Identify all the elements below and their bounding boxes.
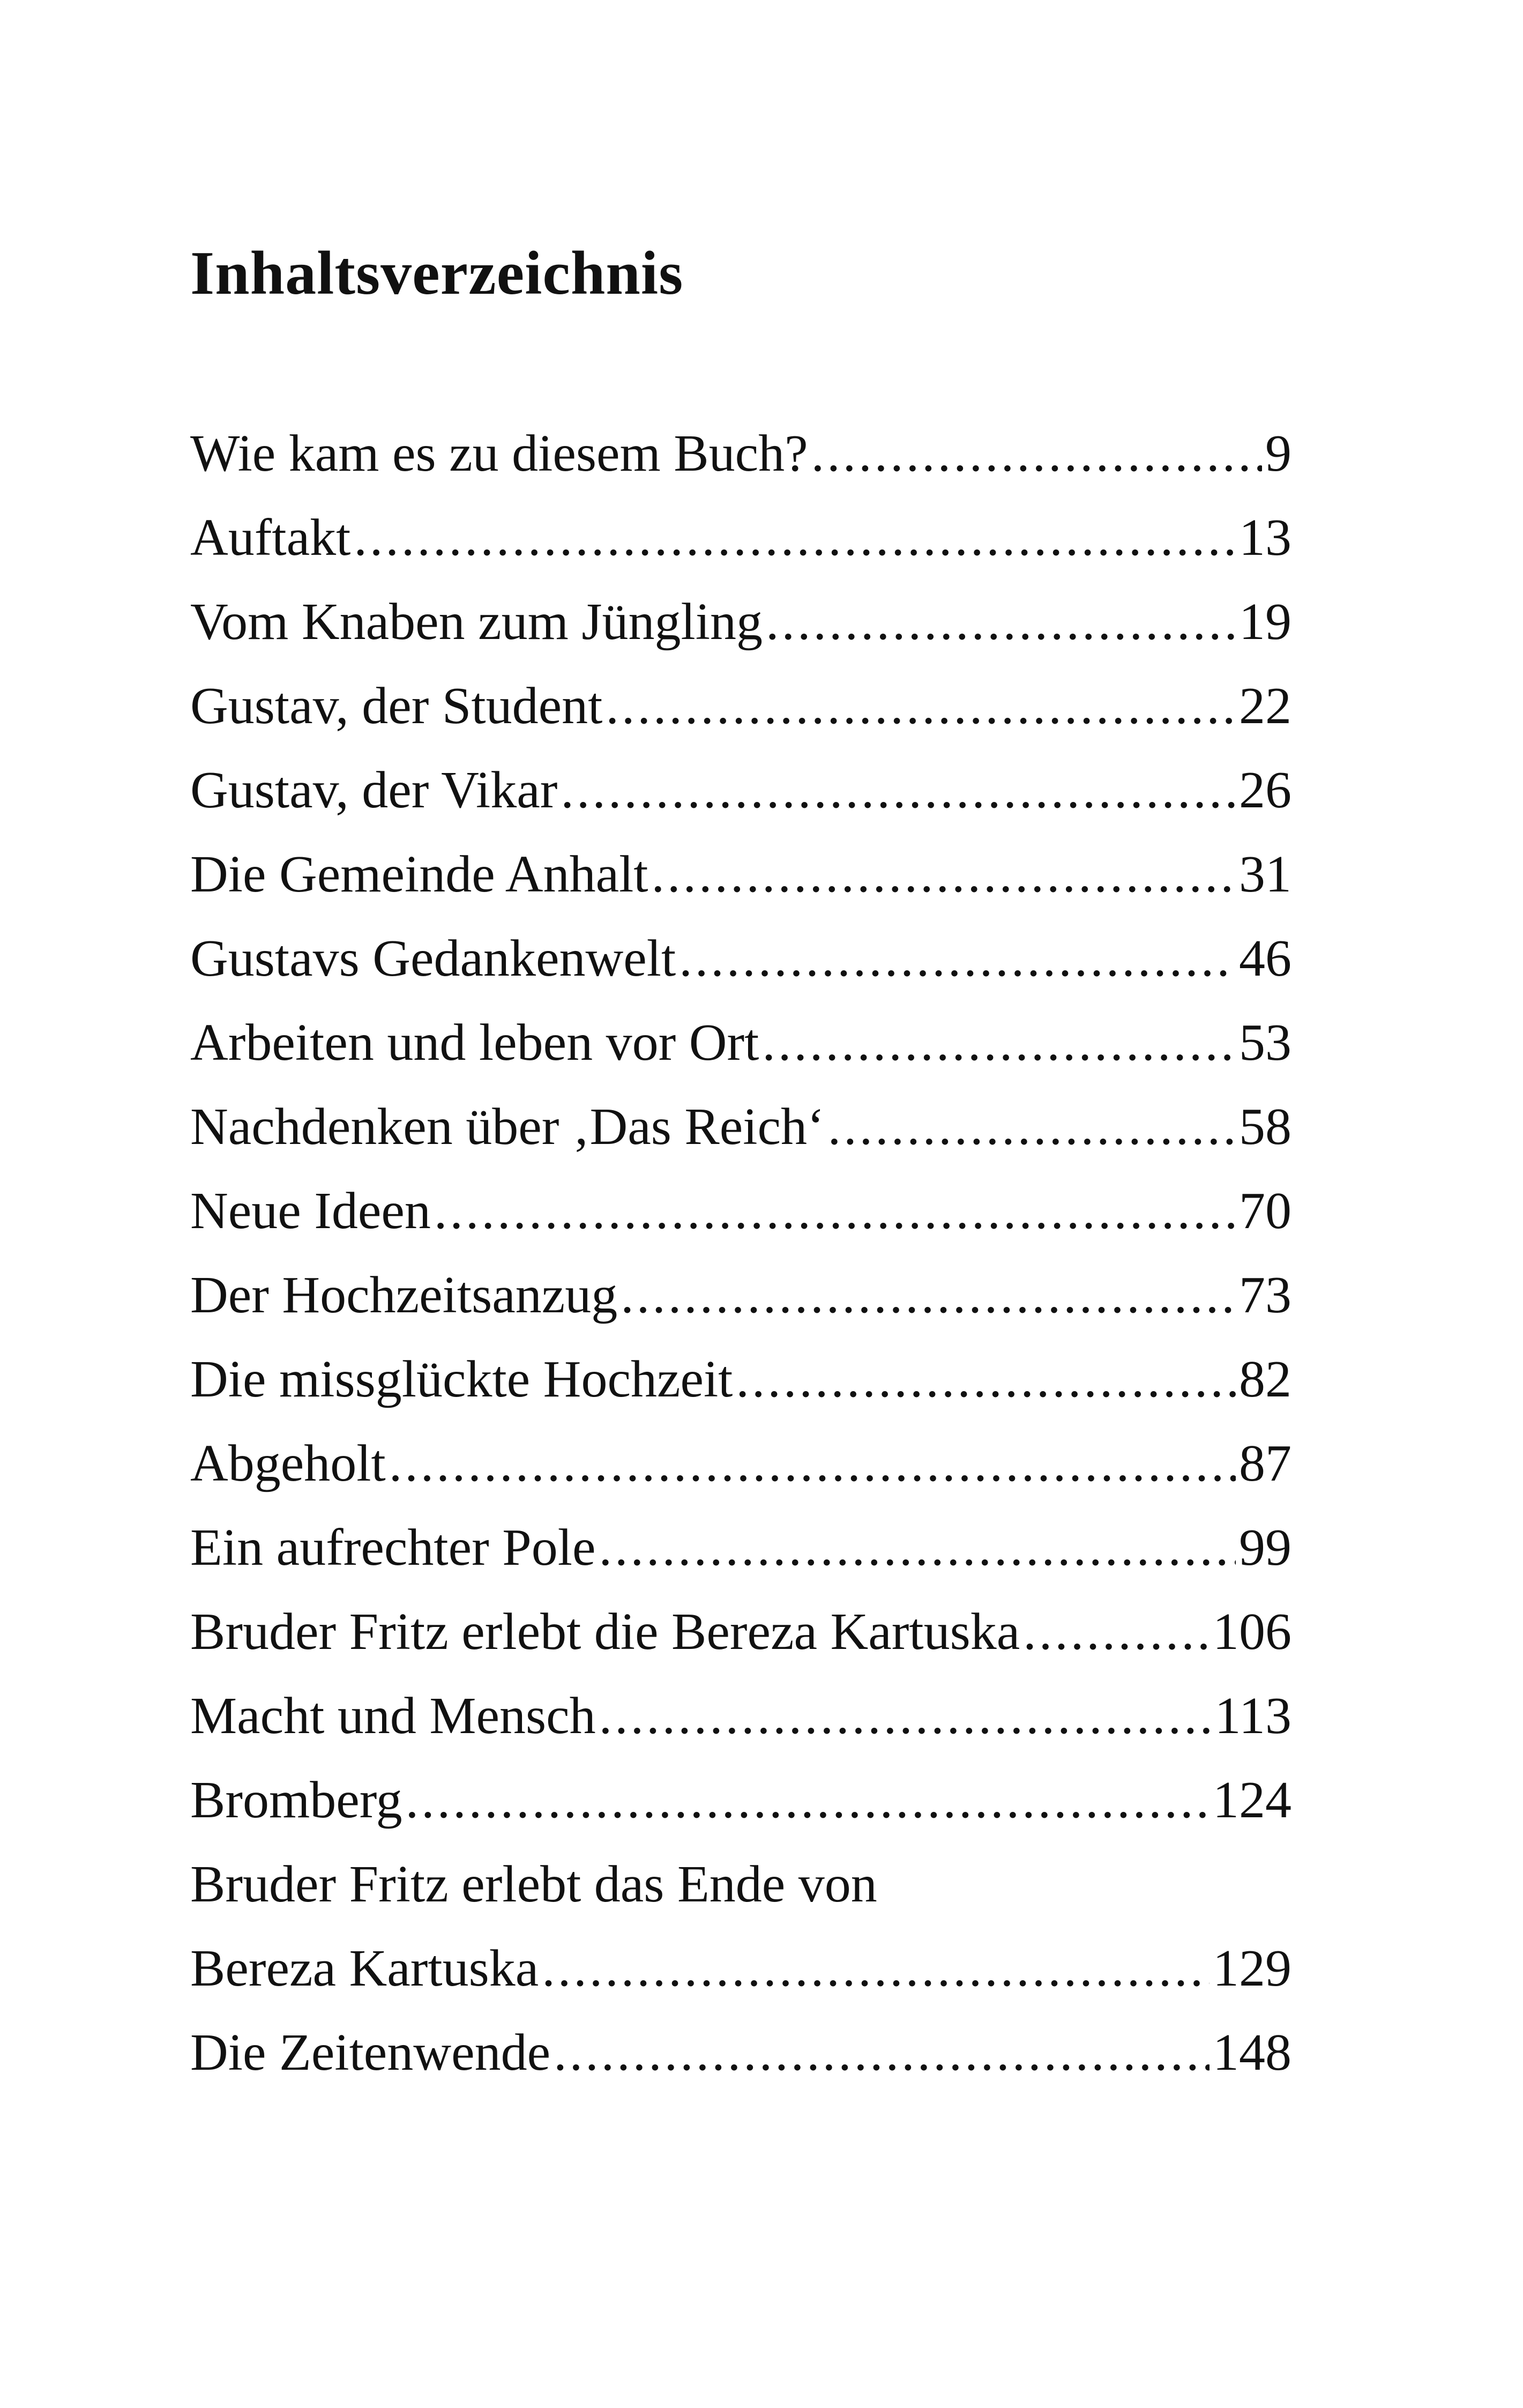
toc-entry-page: 148	[1213, 2024, 1291, 2082]
toc-entry	[190, 1013, 1291, 1097]
toc-entry-page: 19	[1239, 593, 1291, 651]
toc-entry-title: Bromberg	[190, 1771, 402, 1829]
toc-entry-title: Nachdenken über ‚Das Reich‘	[190, 1098, 825, 1156]
toc-entry	[190, 592, 1291, 676]
toc-entry-page: 87	[1239, 1435, 1291, 1492]
toc-entry-title: Ein aufrechter Pole	[190, 1519, 596, 1577]
toc-entry-page: 26	[1239, 761, 1291, 819]
dot-leader	[811, 423, 1262, 484]
toc-entry-title: Bruder Fritz erlebt die Bereza Kartuska	[190, 1603, 1020, 1661]
toc-entry-title: Abgeholt	[190, 1435, 386, 1492]
toc-entry	[190, 1349, 1291, 1433]
dot-leader	[828, 1097, 1236, 1157]
toc-entry-page: 53	[1239, 1014, 1291, 1072]
toc-list	[190, 423, 1291, 2107]
toc-entry	[190, 1602, 1291, 1686]
toc-entry	[190, 760, 1291, 844]
toc-entry-page: 99	[1239, 1519, 1291, 1577]
toc-entry-title: Wie kam es zu diesem Buch?	[190, 425, 808, 482]
toc-entry-title: Der Hochzeitsanzug	[190, 1266, 618, 1324]
toc-entry-title: Auftakt	[190, 509, 351, 567]
dot-leader	[621, 1265, 1236, 1325]
toc-entry	[190, 1097, 1291, 1181]
toc-entry	[190, 844, 1291, 928]
toc-entry-page: 13	[1239, 509, 1291, 567]
dot-leader	[1023, 1602, 1210, 1662]
toc-entry-page: 73	[1239, 1266, 1291, 1324]
toc-entry	[190, 928, 1291, 1013]
toc-entry-page: 9	[1265, 425, 1291, 482]
toc-entry-title-continued: Bereza Kartuska	[190, 1939, 539, 1997]
toc-entry-page: 22	[1239, 677, 1291, 735]
toc-entry	[190, 1770, 1291, 1854]
toc-entry-title: Neue Ideen	[190, 1182, 431, 1240]
toc-entry-page: 70	[1239, 1182, 1291, 1240]
toc-entry-title: Die Gemeinde Anhalt	[190, 845, 648, 903]
dot-leader	[354, 508, 1236, 568]
dot-leader	[652, 844, 1236, 904]
toc-entry-title: Gustavs Gedankenwelt	[190, 930, 676, 987]
dot-leader	[766, 592, 1236, 652]
toc-entry	[190, 1265, 1291, 1349]
dot-leader	[599, 1686, 1212, 1746]
toc-entry-page: 31	[1239, 845, 1291, 903]
toc-entry	[190, 2023, 1291, 2107]
toc-entry-page: 124	[1213, 1771, 1291, 1829]
dot-leader	[561, 760, 1236, 820]
dot-leader	[762, 1013, 1236, 1073]
toc-entry-page: 46	[1239, 930, 1291, 987]
toc-entry-title: Arbeiten und leben vor Ort	[190, 1014, 759, 1072]
toc-entry-page: 58	[1239, 1098, 1291, 1156]
toc-entry-title: Die Zeitenwende	[190, 2024, 551, 2082]
dot-leader	[599, 1518, 1236, 1578]
toc-entry	[190, 1854, 1291, 2023]
dot-leader	[406, 1770, 1210, 1830]
toc-entry-page: 129	[1213, 1939, 1291, 1997]
dot-leader	[389, 1433, 1236, 1493]
toc-entry	[190, 423, 1291, 508]
toc-entry-title: Gustav, der Vikar	[190, 761, 558, 819]
toc-heading: Inhaltsverzeichnis	[190, 239, 684, 308]
toc-entry-title: Macht und Mensch	[190, 1687, 596, 1745]
toc-entry	[190, 1686, 1291, 1770]
toc-entry-page: 113	[1214, 1687, 1291, 1745]
dot-leader	[679, 928, 1236, 989]
dot-leader	[554, 2023, 1210, 2083]
toc-entry	[190, 1433, 1291, 1518]
dot-leader	[434, 1181, 1236, 1241]
toc-entry	[190, 1181, 1291, 1265]
toc-entry-page: 106	[1213, 1603, 1291, 1661]
toc-entry	[190, 1518, 1291, 1602]
toc-entry-title: Vom Knaben zum Jüngling	[190, 593, 763, 651]
toc-entry-title: Gustav, der Student	[190, 677, 603, 735]
dot-leader	[736, 1349, 1236, 1409]
toc-entry	[190, 676, 1291, 760]
toc-entry-page: 82	[1239, 1350, 1291, 1408]
toc-entry	[190, 508, 1291, 592]
dot-leader	[542, 1938, 1210, 1998]
toc-entry-title: Die missglückte Hochzeit	[190, 1350, 733, 1408]
dot-leader	[606, 676, 1236, 736]
toc-entry-title: Bruder Fritz erlebt das Ende von	[190, 1855, 877, 1913]
